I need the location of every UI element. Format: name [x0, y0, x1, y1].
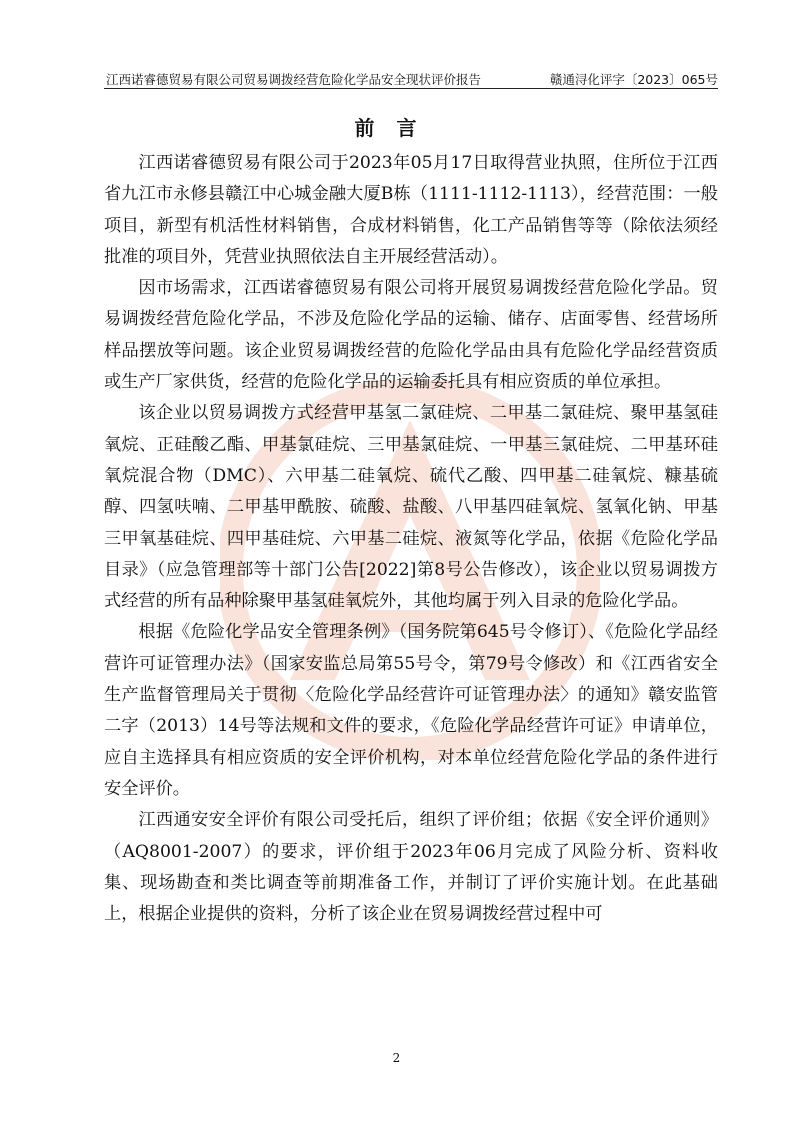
header-divider [104, 88, 718, 89]
paragraph-4: 根据《危险化学品安全管理条例》（国务院第645号令修订）、《危险化学品经营许可证管理办法》（国家安监总局第55号令，第79号令修改）和《江西省安全生产监督管理局关于贯彻〈危险化学品经营许可证管理办法〉的通知》赣安监管二字（2013）14号等法规和文件的要求，《危险化学品经营许可证》申请单位，应自主选择具有相应资质的安全评价机构，对本单位经营危险化学品的条件进行安全评价。 [104, 622, 718, 799]
report-number-header: 赣通浔化评字〔2023〕065号 [549, 72, 718, 87]
preface-body [104, 148, 718, 930]
report-title-header: 江西诺睿德贸易有限公司贸易调拨经营危险化学品安全现状评价报告 [106, 72, 482, 87]
page-header [106, 68, 718, 88]
section-title: 前言 [354, 116, 439, 140]
page-number: 2 [392, 1051, 401, 1065]
paragraph-1: 江西诺睿德贸易有限公司于2023年05月17日取得营业执照，住所位于江西省九江市永修县赣江中心城金融大厦B栋（1111-1112-1113），经营范围：一般项目，新型有机活性材料销售，合成材料销售，化工产品销售等等（除依法须经批准的项目外，凭营业执照依法自主开展经营活动）。 [104, 153, 718, 267]
paragraph-5: 江西通安安全评价有限公司受托后，组织了评价组；依据《安全评价通则》（AQ8001-2007）的要求，评价组于2023年06月完成了风险分析、资料收集、现场勘查和类比调查等前期准备工作，并制订了评价实施计划。在此基础上，根据企业提供的资料，分析了该企业在贸易调拨经营过程中可 [104, 810, 718, 925]
paragraph-2: 因市场需求，江西诺睿德贸易有限公司将开展贸易调拨经营危险化学品。贸易调拨经营危险化学品，不涉及危险化学品的运输、储存、店面零售、经营场所样品摆放等问题。该企业贸易调拨经营的危险化学品由具有危险化学品经营资质或生产厂家供货，经营的危险化学品的运输委托具有相应资质的单位承担。 [104, 278, 718, 393]
paragraph-3: 该企业以贸易调拨方式经营甲基氢二氯硅烷、二甲基二氯硅烷、聚甲基氢硅氧烷、正硅酸乙酯、甲基氯硅烷、三甲基氯硅烷、一甲基三氯硅烷、二甲基环硅氧烷混合物（DMC）、六甲基二硅氧烷、硫代乙酸、四甲基二硅氧烷、糠基硫醇、四氢呋喃、二甲基甲酰胺、硫酸、盐酸、八甲基四硅氧烷、氢氧化钠、甲基三甲氧基硅烷、四甲基硅烷、六甲基二硅烷、液氮等化学品，依据《危险化学品目录》（应急管理部等十部门公告[2022]第8号公告修改），该企业以贸易调拨方式经营的所有品种除聚甲基氢硅氧烷外，其他均属于列入目录的危险化学品。 [104, 403, 718, 612]
